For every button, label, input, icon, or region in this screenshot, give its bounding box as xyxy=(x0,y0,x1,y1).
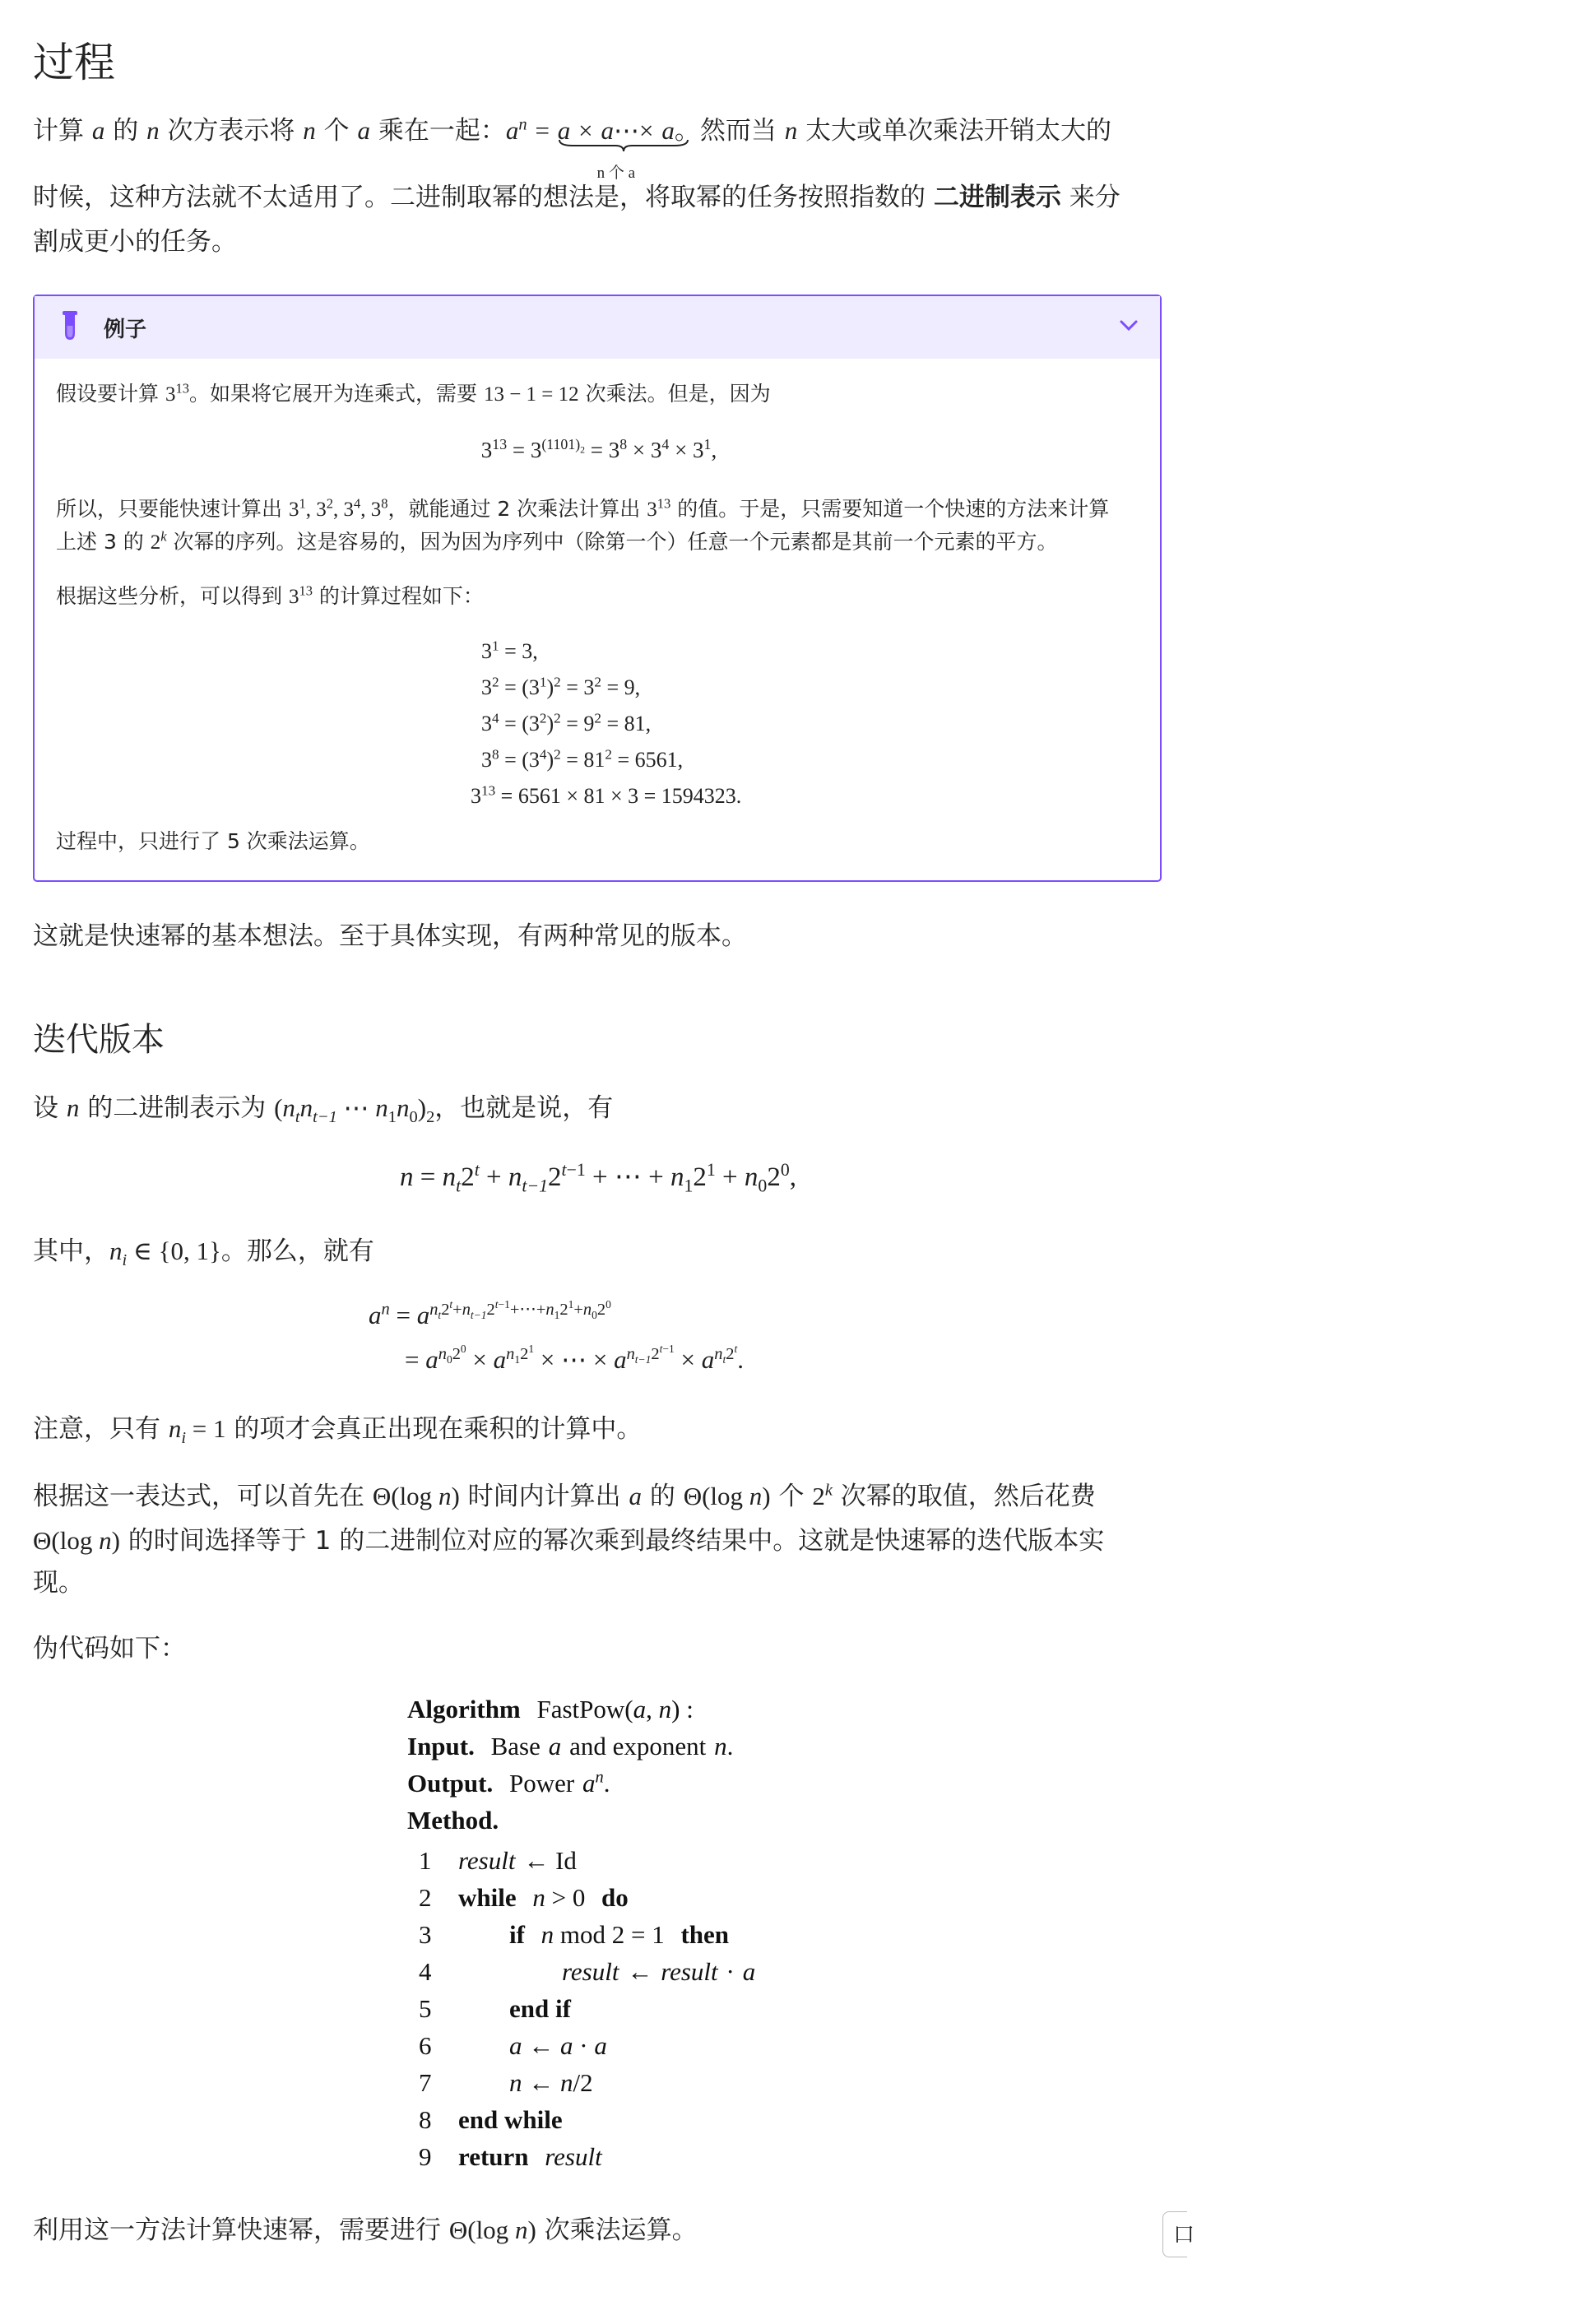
iter-title: 迭代版本 xyxy=(33,1021,165,1059)
example-line-1: 假设要计算 $3^{13}$。如果将它展开为连乘式，需要 13 − 1 = 12 次乘法。但是，因为 xyxy=(56,380,771,406)
algo-line-8: 8 end while xyxy=(419,2105,563,2134)
algo-line-7: 7 n ← n/2 xyxy=(419,2068,593,2097)
iter-line-5: Θ(log n) 的时间选择等于 1 的二进制位对应的幂次乘到最终结果中。这就是快速幂的迭代版本实 xyxy=(33,1526,1105,1556)
iter-line-3: 注意，只有 $n_i = 1$ 的项才会真正出现在乘积的计算中。 xyxy=(33,1414,643,1448)
eq-binary-expansion: $n = n_t2^t + n_{t-1}2^{t-1}$ + ⋯ + $n_12^1 + n_02^0$, xyxy=(400,1160,796,1196)
intro-line-3: 割成更小的任务。 xyxy=(33,227,237,257)
example-line-3: 上述 3 的 2$^k$ 次幂的序列。这是容易的，因为因为序列中（除第一个）任意一个元素都是其前一个元素的平方。 xyxy=(56,528,1058,554)
algo-line-4: 4 result ← result · a xyxy=(419,1957,756,1986)
algo-line-2: 2 while n > 0 do xyxy=(419,1883,629,1912)
iter-line-2: 其中，$n_i$ ∈ {0, 1}。那么，就有 xyxy=(33,1236,374,1270)
example-line-5: 过程中，只进行了 5 次乘法运算。 xyxy=(56,829,370,853)
example-eq-binary: $3^{13} = 3^{(1101)_2} = 3^8 \times 3^4 \times 3^1$, xyxy=(480,436,717,462)
algo-method: Method. xyxy=(407,1806,499,1835)
example-admonition xyxy=(33,295,1162,882)
section-title: 过程 xyxy=(33,39,115,86)
example-line-4: 根据这些分析，可以得到 $3^{13}$ 的计算过程如下： xyxy=(56,582,484,608)
example-title: 例子 xyxy=(104,317,147,342)
flask-icon xyxy=(59,310,81,345)
bold-binary-representation: 二进制表示 xyxy=(933,183,1061,212)
after-example-text: 这就是快速幂的基本想法。至于具体实现，有两种常见的版本。 xyxy=(33,921,747,951)
final-line: 利用这一方法计算快速幂，需要进行 Θ(log n) 次乘法运算。 xyxy=(33,2215,698,2245)
iter-line-1: 设 n 的二进制表示为 ($n_tn_{t-1}$ ⋯ $n_1n_0)_2$，也就是说，有 xyxy=(33,1093,614,1127)
iter-line-4: 根据这一表达式，可以首先在 Θ(log n) 时间内计算出 a 的 Θ(log n) 个 2$^k$ 次幂的取值，然后花费 xyxy=(33,1481,1096,1511)
underbrace-label: n 个 a xyxy=(596,165,636,182)
pseudocode-intro: 伪代码如下： xyxy=(33,1634,186,1663)
iter-line-6: 现。 xyxy=(33,1568,84,1598)
eq-power-product: $a^n = a^{n_t2^t+n_{t-1}2^{t-1}+\cdots+n_12^1+n_02^0}$ = $a^{n_02^0} \times a^{n_12^1}$ × ⋯ × $a^{n_{t-1}2^{t-1}} \times a^{n_t2^t}$. xyxy=(369,1297,744,1374)
pseudocode-block xyxy=(407,1691,756,2175)
intro-line-2: 时候，这种方法就不太适用了。二进制取幂的想法是，将取幂的任务按照指数的 二进制表示 来分 xyxy=(33,183,1120,212)
example-eq-steps: $3^1 = 3$, $3^2 = (3^1)^2 = 3^2 = 9$, $3^4 = (3^2)^2 = 9^2 = 81$, $3^8 = (3^4)^2 = 81^2 = 6561$, $3^{13} = 6561 \times 81 \times 3 = 1594323$. xyxy=(471,638,742,808)
corner-floating-button[interactable]: 口 xyxy=(1162,2211,1187,2257)
algo-line-1: 1 result ← Id xyxy=(419,1846,577,1875)
algo-input: Input. Base a and exponent n. xyxy=(407,1732,734,1761)
example-line-2: 所以，只要能快速计算出 $3^1$, $3^2$, $3^4$, $3^8$，就能通过 2 次乘法计算出 $3^{13}$ 的值。于是，只需要知道一个快速的方法来计算 xyxy=(56,495,1110,521)
algo-line-6: 6 a ← a · a xyxy=(419,2031,607,2060)
algo-output: Output. Power $a^n$. xyxy=(407,1768,610,1798)
underbrace-product: a × a⋯× a n 个 a xyxy=(558,109,675,153)
algo-line-9: 9 return result xyxy=(419,2142,602,2171)
algo-line-5: 5 end if xyxy=(419,1994,571,2023)
algo-line-3: 3 if n mod 2 = 1 then xyxy=(419,1920,730,1949)
intro-line-1: 计算 a 的 n 次方表示将 n 个 a 乘在一起：$a^n = a$ × a⋯× a n 个 a 。然而当 n 太大或单次乘法开销太大的 xyxy=(33,109,1163,153)
example-admonition-header[interactable] xyxy=(35,296,1160,359)
algo-header: Algorithm FastPow(a, n) : xyxy=(407,1695,694,1723)
chevron-down-icon[interactable] xyxy=(1119,319,1139,336)
